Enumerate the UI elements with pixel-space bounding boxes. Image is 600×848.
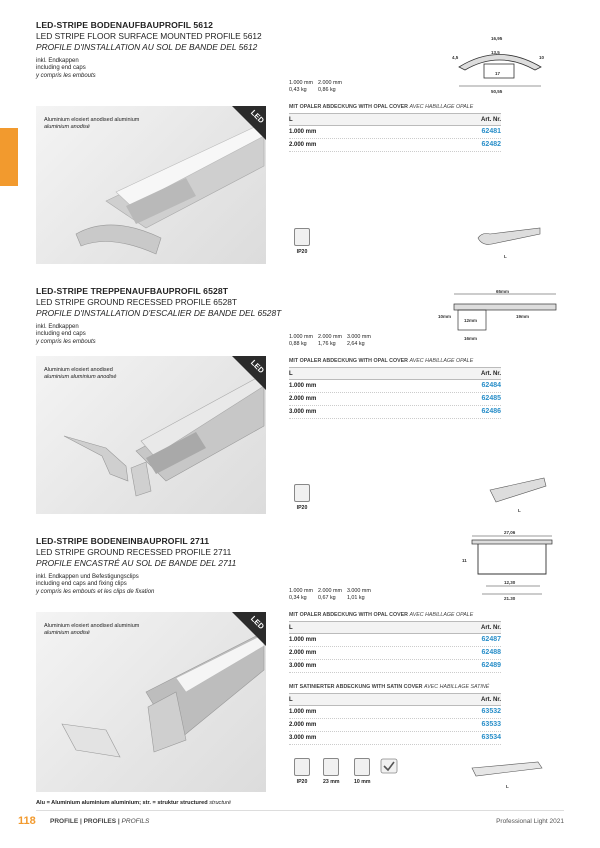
title-en: LED STRIPE GROUND RECESSED PROFILE 6528T	[36, 297, 238, 307]
length-label: L	[506, 784, 509, 789]
width-23mm-icon: 23 mm	[323, 758, 339, 785]
footer-brand: Professional Light 2021	[496, 818, 564, 825]
table-row: 2.000 mm 62482	[289, 139, 501, 152]
product-section-6528t	[36, 286, 564, 513]
dim-e: 4,5	[452, 55, 459, 60]
includes: inkl. Endkappen including end caps y compris les embouts	[36, 58, 96, 79]
length-diagram	[474, 224, 544, 260]
footer-divider	[36, 810, 564, 811]
table-row: 3.000 mm 63534	[289, 732, 501, 745]
length-label: L	[504, 254, 507, 259]
product-photo	[36, 612, 266, 792]
dim-b: 13,5	[491, 50, 500, 55]
product-photo	[36, 106, 266, 264]
title-de: LED-STRIPE BODENEINBAUPROFIL 2711	[36, 536, 210, 546]
title-fr: PROFILE ENCASTRÉ AU SOL DE BANDE DEL 2711	[36, 558, 237, 568]
title-fr: PROFILE D'INSTALLATION D'ESCALIER DE BANDE DEL 6528T	[36, 308, 282, 318]
product-photo	[36, 356, 266, 514]
table-row: 3.000 mm 62489	[289, 660, 501, 673]
table-row: 2.000 mm 62485	[289, 393, 501, 406]
led-badge: LED	[249, 358, 266, 375]
dim-b: 19mm	[516, 314, 530, 319]
cross-section-diagram	[436, 288, 564, 344]
length-label: L	[518, 508, 521, 513]
dim-f: 10	[539, 55, 545, 60]
weights: 1.000 mm 0,43 kg2.000 mm 0,86 kg	[289, 80, 342, 93]
product-section-2711	[36, 530, 564, 789]
article-table: MIT OPALER ABDECKUNG WITH OPAL COVER AVEC HABILLAGE OPALE L Art. Nr. 1.000 mm 62481 2.000 mm 62482	[289, 104, 501, 152]
article-table: MIT OPALER ABDECKUNG WITH OPAL COVER AVEC HABILLAGE OPALE L Art. Nr. 1.000 mm 62484 2.000 mm 62485 3.000 mm 62486	[289, 358, 501, 419]
table-row: 3.000 mm 62486	[289, 406, 501, 419]
ip20-icon: IP20	[294, 228, 310, 255]
title-en: LED STRIPE GROUND RECESSED PROFILE 2711	[36, 547, 232, 557]
length-diagram	[466, 760, 546, 792]
dim-b: 11	[462, 558, 467, 563]
table-row: 2.000 mm 62488	[289, 647, 501, 660]
ip20-icon: IP20	[294, 758, 310, 785]
page-number: 118	[18, 815, 36, 827]
led-badge: LED	[249, 108, 266, 125]
dim-d: 50,55	[491, 89, 503, 94]
chapter-tab	[0, 128, 18, 186]
article-table-satin: MIT SATINIERTER ABDECKUNG WITH SATIN COVER AVEC HABILLAGE SATINÉ L Art. Nr. 1.000 mm 63532 2.000 mm 63533 3.000 mm 63534	[289, 684, 501, 745]
ip20-icon: IP20	[294, 484, 310, 511]
dim-d: 10mm	[438, 314, 452, 319]
table-row: 1.000 mm 62487	[289, 634, 501, 647]
dim-a: 27,06	[504, 530, 516, 535]
dim-c: 17	[495, 71, 501, 76]
title-fr: PROFILE D'INSTALLATION AU SOL DE BANDE DEL 5612	[36, 42, 258, 52]
cross-section-diagram	[451, 32, 551, 94]
includes: inkl. Endkappen including end caps y compris les embouts	[36, 324, 96, 345]
dim-d: 21,30	[504, 596, 516, 600]
material-label: Aluminium eloxiert anodised aluminium aluminium anodisé	[44, 367, 117, 380]
dim-a: 65mm	[496, 289, 510, 294]
material-label: Aluminium eloxiert anodised aluminium aluminium anodisé	[44, 623, 140, 636]
cross-section-diagram	[456, 528, 556, 600]
includes: inkl. Endkappen und Befestigungsclips including end caps and fixing clips y compris les embouts et les clips de fixation	[36, 574, 155, 595]
material-label: Aluminium eloxiert anodised aluminium aluminium anodisé	[44, 117, 140, 130]
product-section-5612	[36, 20, 564, 259]
title-de: LED-STRIPE BODENAUFBAUPROFIL 5612	[36, 20, 213, 30]
table-row: 2.000 mm 63533	[289, 719, 501, 732]
dim-c: 12mm	[464, 318, 478, 323]
dim-a: 16,95	[491, 36, 503, 41]
table-row: 1.000 mm 62481	[289, 126, 501, 139]
width-10mm-icon: 10 mm	[354, 758, 370, 785]
article-table-opal: MIT OPALER ABDECKUNG WITH OPAL COVER AVEC HABILLAGE OPALE L Art. Nr. 1.000 mm 62487 2.000 mm 62488 3.000 mm 62489	[289, 612, 501, 673]
footnote: Alu = Aluminium aluminium aluminium; str. = struktur structured structuré	[36, 800, 231, 806]
dim-e: 16mm	[464, 336, 478, 341]
title-de: LED-STRIPE TREPPENAUFBAUPROFIL 6528T	[36, 286, 229, 296]
length-diagram	[484, 476, 548, 516]
led-badge: LED	[249, 614, 266, 631]
title-en: LED STRIPE FLOOR SURFACE MOUNTED PROFILE 5612	[36, 31, 262, 41]
checkmark-icon	[380, 758, 398, 776]
table-row: 1.000 mm 62484	[289, 380, 501, 393]
dim-c: 12,30	[504, 580, 516, 585]
weights: 1.000 mm 0,34 kg2.000 mm 0,67 kg3.000 mm 1,01 kg	[289, 588, 371, 601]
footer-section: PROFILE | PROFILES | PROFILS	[50, 818, 150, 825]
weights: 1.000 mm 0,88 kg2.000 mm 1,76 kg3.000 mm 2,64 kg	[289, 334, 371, 347]
table-row: 1.000 mm 63532	[289, 706, 501, 719]
